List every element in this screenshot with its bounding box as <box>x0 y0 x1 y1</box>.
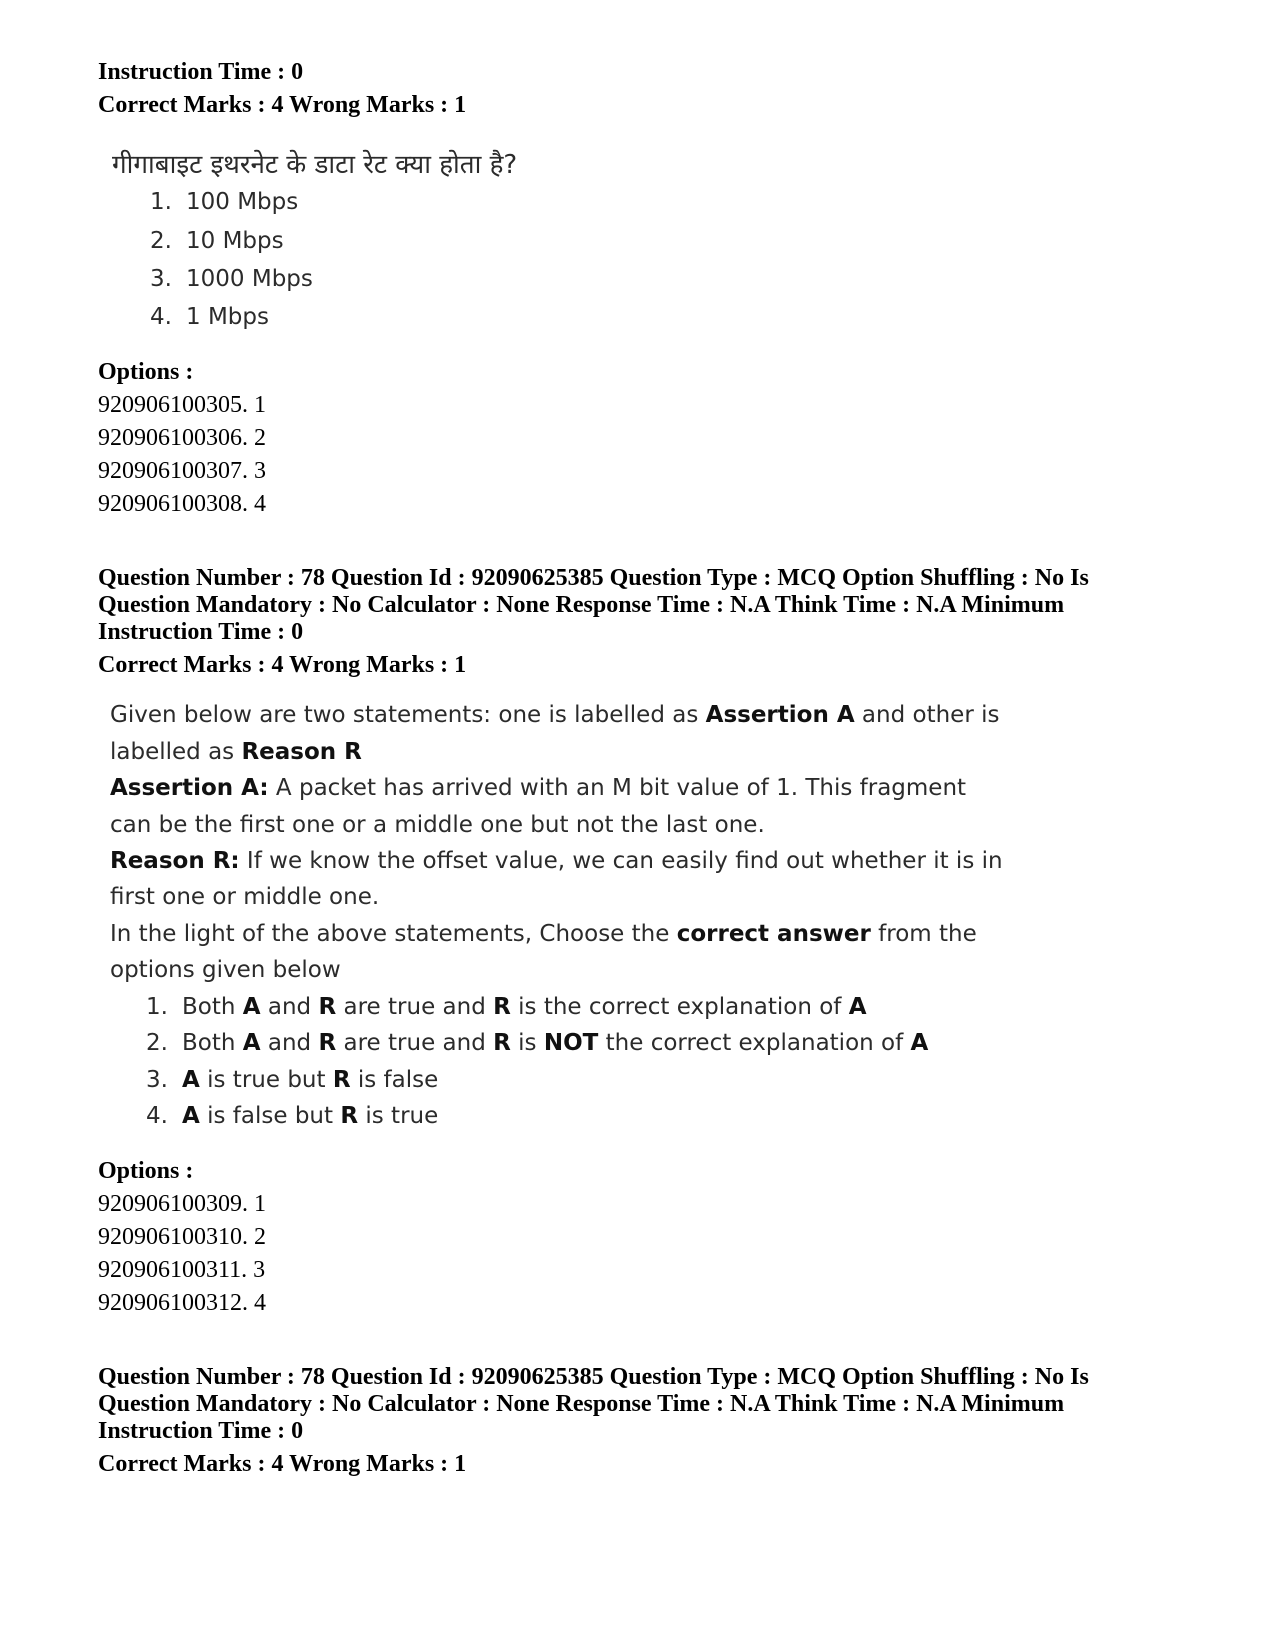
question-header-line: Question Number : 78 Question Id : 92090625385 Question Type : MCQ Option Shuffling : No Is <box>98 565 1089 591</box>
option-id: 920906100307. 3 <box>98 458 266 484</box>
reason-line-2: first one or middle one. <box>110 884 380 910</box>
question-text-hindi: गीगाबाइट इथरनेट के डाटा रेट क्या होता है? <box>112 150 518 180</box>
option-id: 920906100310. 2 <box>98 1224 266 1250</box>
ar-choice-3: 3. A is true but R is false <box>146 1067 439 1093</box>
choice-4: 4. 1 Mbps <box>150 304 269 330</box>
statement-intro-2: labelled as Reason R <box>110 739 362 765</box>
ar-choice-1: 1. Both A and R are true and R is the correct explanation of A <box>146 994 867 1020</box>
question-header-line: Instruction Time : 0 <box>98 1418 304 1444</box>
marks-line: Correct Marks : 4 Wrong Marks : 1 <box>98 1451 467 1477</box>
option-id: 920906100305. 1 <box>98 392 266 418</box>
choice-1: 1. 100 Mbps <box>150 189 299 215</box>
instruction-time: Instruction Time : 0 <box>98 59 304 85</box>
option-id: 920906100312. 4 <box>98 1290 266 1316</box>
option-id: 920906100306. 2 <box>98 425 266 451</box>
ar-choice-2: 2. Both A and R are true and R is NOT the correct explanation of A <box>146 1030 929 1056</box>
statement-intro: Given below are two statements: one is labelled as Assertion A and other is <box>110 702 1000 728</box>
option-id: 920906100309. 1 <box>98 1191 266 1217</box>
choice-3: 3. 1000 Mbps <box>150 266 313 292</box>
instruction-line-2: options given below <box>110 957 341 983</box>
option-id: 920906100311. 3 <box>98 1257 266 1283</box>
instruction-line: In the light of the above statements, Choose the correct answer from the <box>110 921 977 947</box>
question-header-line: Instruction Time : 0 <box>98 619 304 645</box>
question-header-line: Question Mandatory : No Calculator : None Response Time : N.A Think Time : N.A Minimum <box>98 1391 1065 1417</box>
ar-choice-4: 4. A is false but R is true <box>146 1103 439 1129</box>
question-header-line: Question Mandatory : No Calculator : None Response Time : N.A Think Time : N.A Minimum <box>98 592 1065 618</box>
option-id: 920906100308. 4 <box>98 491 266 517</box>
assertion-line-2: can be the first one or a middle one but not the last one. <box>110 812 765 838</box>
reason-line: Reason R: If we know the offset value, we can easily find out whether it is in <box>110 848 1003 874</box>
options-title: Options : <box>98 1158 194 1184</box>
question-header-line: Question Number : 78 Question Id : 92090625385 Question Type : MCQ Option Shuffling : No Is <box>98 1364 1089 1390</box>
marks-line: Correct Marks : 4 Wrong Marks : 1 <box>98 92 467 118</box>
marks-line: Correct Marks : 4 Wrong Marks : 1 <box>98 652 467 678</box>
choice-2: 2. 10 Mbps <box>150 228 284 254</box>
options-title: Options : <box>98 359 194 385</box>
assertion-line: Assertion A: A packet has arrived with an M bit value of 1. This fragment <box>110 775 967 801</box>
